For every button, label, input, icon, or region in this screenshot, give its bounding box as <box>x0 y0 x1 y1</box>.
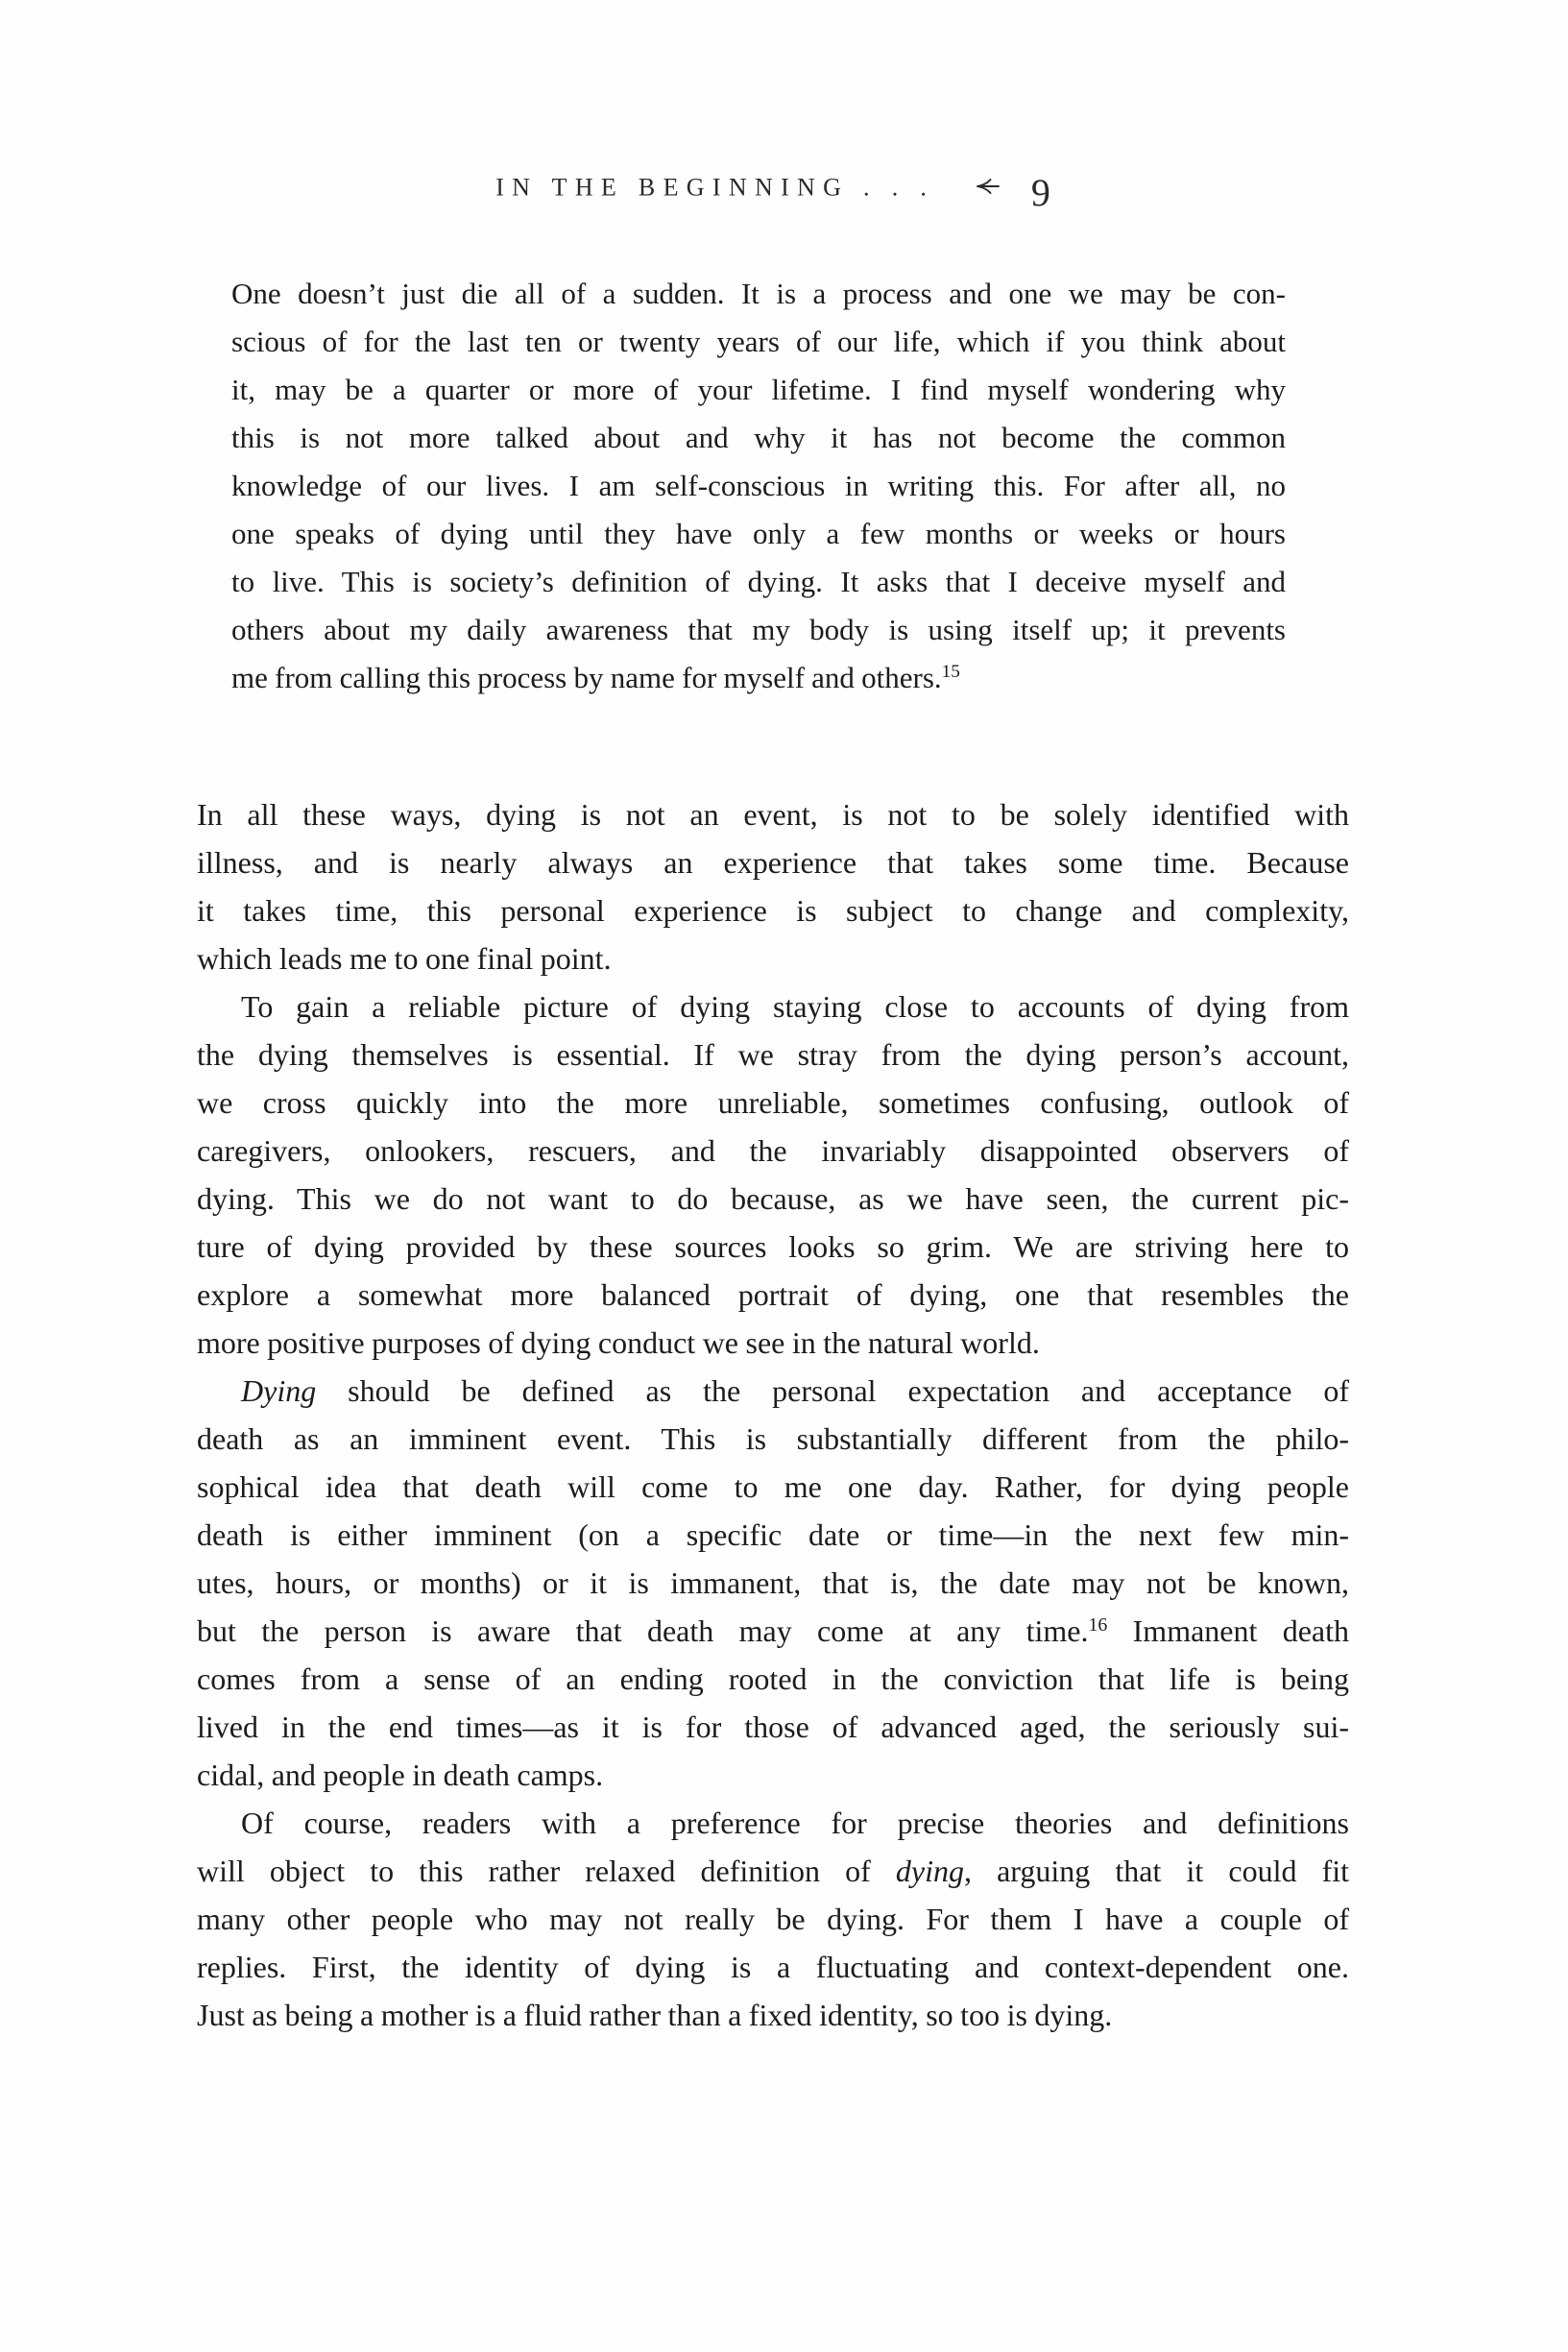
text-line <box>197 1223 1349 1271</box>
text-line <box>197 790 1349 838</box>
text-segment: others about my daily awareness that my body is using itself up; it prevents <box>231 613 1286 646</box>
block-quote <box>231 270 1286 702</box>
paragraph-4 <box>197 1799 1349 2039</box>
text-line <box>197 838 1349 886</box>
text-segment: me from calling this process by name for myself and others. <box>231 661 942 694</box>
text-line <box>197 1847 1349 1895</box>
footnote-marker: 15 <box>941 662 960 683</box>
quote-line <box>231 414 1286 462</box>
text-segment: more positive purposes of dying conduct we see in the natural world. <box>197 1325 1040 1360</box>
text-line <box>197 1367 1349 1415</box>
text-line <box>197 1991 1349 2039</box>
quote-line <box>231 510 1286 558</box>
text-line <box>197 1319 1349 1367</box>
text-line <box>197 1751 1349 1799</box>
text-segment: will object to this rather relaxed definition of <box>197 1854 896 1888</box>
text-segment: comes from a sense of an ending rooted in the conviction that life is being <box>197 1661 1349 1696</box>
fleuron-ornament-icon <box>974 174 1000 203</box>
text-segment: we cross quickly into the more unreliable, sometimes confusing, outlook of <box>197 1085 1349 1120</box>
footnote-marker: 16 <box>1088 1614 1108 1637</box>
text-line <box>197 1703 1349 1751</box>
text-segment: In all these ways, dying is not an event, is not to be solely identified with <box>197 797 1349 832</box>
text-line <box>197 1607 1349 1655</box>
text-line <box>197 982 1349 1031</box>
text-line <box>197 1895 1349 1943</box>
text-segment: the dying themselves is essential. If we stray from the dying person’s account, <box>197 1037 1349 1072</box>
text-line <box>197 1799 1349 1847</box>
text-line <box>197 1463 1349 1511</box>
text-line <box>197 1079 1349 1127</box>
text-line <box>197 1127 1349 1175</box>
italic-text: Dying <box>241 1373 317 1408</box>
quote-line <box>231 654 1286 702</box>
text-segment: knowledge of our lives. I am self-conscious in writing this. For after all, no <box>231 469 1286 502</box>
page-number: 9 <box>1030 171 1050 214</box>
italic-text: dying <box>895 1854 964 1888</box>
paragraph-1 <box>197 790 1349 982</box>
text-line <box>197 886 1349 934</box>
text-segment: replies. First, the identity of dying is a fluctuating and context-dependent one. <box>197 1950 1349 1984</box>
text-segment: caregivers, onlookers, rescuers, and the invariably disappointed observers of <box>197 1133 1349 1168</box>
running-title: IN THE BEGINNING . . . <box>495 173 935 202</box>
text-segment: many other people who may not really be dying. For them I have a couple of <box>197 1902 1349 1936</box>
text-segment: illness, and is nearly always an experience that takes some time. Because <box>197 845 1349 880</box>
paragraph-2 <box>197 982 1349 1367</box>
text-segment: which leads me to one final point. <box>197 941 612 976</box>
text-segment: One doesn’t just die all of a sudden. It is a process and one we may be con- <box>231 277 1286 310</box>
running-header <box>197 165 1349 214</box>
quote-line <box>231 366 1286 414</box>
text-line <box>197 1031 1349 1079</box>
text-segment: death is either imminent (on a specific date or time—in the next few min- <box>197 1517 1349 1552</box>
text-segment: to live. This is society’s definition of dying. It asks that I deceive myself and <box>231 565 1286 598</box>
text-segment: cidal, and people in death camps. <box>197 1758 604 1792</box>
text-segment: , arguing that it could fit <box>963 1854 1350 1888</box>
text-block <box>197 0 1349 2039</box>
text-segment: Immanent death <box>1107 1613 1350 1648</box>
text-segment: Just as being a mother is a fluid rather than a fixed identity, so too is dying. <box>197 1998 1113 2032</box>
text-line <box>197 1655 1349 1703</box>
quote-line <box>231 462 1286 510</box>
text-segment: ture of dying provided by these sources looks so grim. We are striving here to <box>197 1229 1349 1264</box>
text-segment: one speaks of dying until they have only a few months or weeks or hours <box>231 517 1286 550</box>
text-segment: explore a somewhat more balanced portrait of dying, one that resembles the <box>197 1277 1349 1312</box>
paragraph-3 <box>197 1367 1349 1799</box>
quote-line <box>231 270 1286 318</box>
text-segment: death as an imminent event. This is substantially different from the philo- <box>197 1421 1349 1456</box>
text-segment: utes, hours, or months) or it is immanent, that is, the date may not be known, <box>197 1565 1349 1600</box>
body-text <box>197 790 1349 2039</box>
text-segment: scious of for the last ten or twenty years of our life, which if you think about <box>231 325 1286 358</box>
text-line <box>197 1511 1349 1559</box>
text-segment: this is not more talked about and why it has not become the common <box>231 421 1286 454</box>
text-segment: but the person is aware that death may come at any time. <box>197 1613 1089 1648</box>
text-line <box>197 1415 1349 1463</box>
text-segment: sophical idea that death will come to me one day. Rather, for dying people <box>197 1469 1349 1504</box>
quote-line <box>231 606 1286 654</box>
text-segment: it, may be a quarter or more of your lifetime. I find myself wondering why <box>231 373 1286 406</box>
text-line <box>197 1559 1349 1607</box>
text-segment: dying. This we do not want to do because, as we have seen, the current pic- <box>197 1181 1349 1216</box>
text-segment: it takes time, this personal experience is subject to change and complexity, <box>197 893 1349 928</box>
text-segment: Of course, readers with a preference for precise theories and definitions <box>241 1806 1349 1840</box>
text-line <box>197 934 1349 982</box>
text-segment: should be defined as the personal expectation and acceptance of <box>316 1373 1349 1408</box>
text-segment: lived in the end times—as it is for those of advanced aged, the seriously sui- <box>197 1709 1349 1744</box>
quote-line <box>231 318 1286 366</box>
quote-line <box>231 558 1286 606</box>
text-line <box>197 1943 1349 1991</box>
text-line <box>197 1175 1349 1223</box>
text-segment: To gain a reliable picture of dying staying close to accounts of dying from <box>241 989 1349 1024</box>
text-line <box>197 1271 1349 1319</box>
